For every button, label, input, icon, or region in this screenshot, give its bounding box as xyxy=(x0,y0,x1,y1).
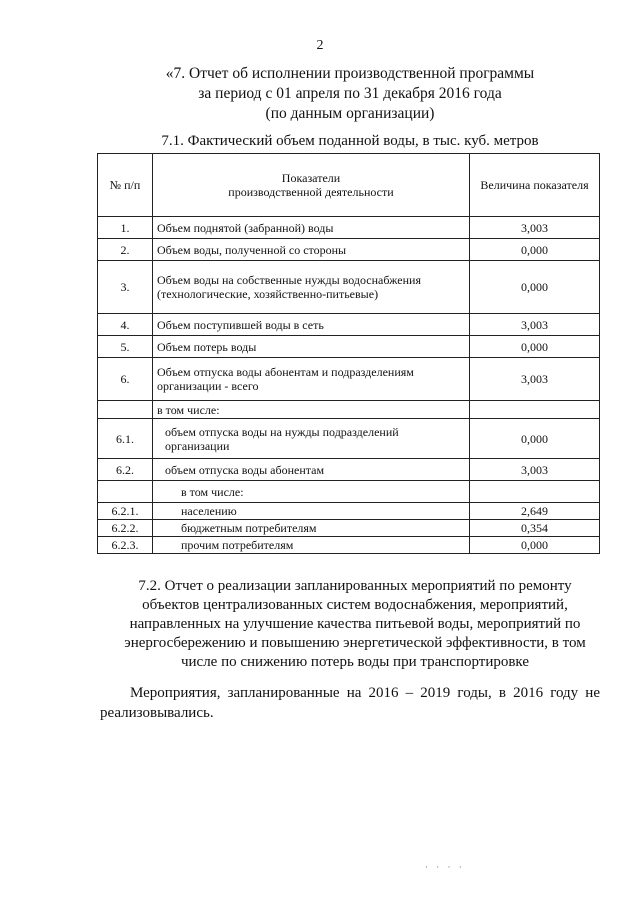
row-value: 2,649 xyxy=(470,503,600,520)
section-7-2-line-5: числе по снижению потерь воды при транспортировке xyxy=(180,654,530,670)
section-7-2-heading xyxy=(110,577,600,672)
table-header-row xyxy=(98,154,600,217)
row-label: населению xyxy=(153,503,470,520)
row-value: 0,000 xyxy=(470,239,600,261)
row-num: 6.2.1. xyxy=(98,503,153,520)
row-num: 5. xyxy=(98,336,153,358)
section-7-2-line-1: 7.2. Отчет о реализации запланированных мероприятий по ремонту xyxy=(138,578,572,594)
table-row xyxy=(98,537,600,554)
table-row xyxy=(98,401,600,419)
row-num: 6.1. xyxy=(98,419,153,459)
page-number: 2 xyxy=(316,38,324,53)
table-row xyxy=(98,520,600,537)
measures-note: Мероприятия, запланированные на 2016 – 2019 годы, в 2016 году не реализовывались. xyxy=(100,685,600,721)
row-value: 3,003 xyxy=(470,459,600,481)
report-heading xyxy=(120,64,580,124)
row-value: 3,003 xyxy=(470,314,600,336)
header-indicator-line-2: производственной деятельности xyxy=(228,185,394,199)
row-value: 3,003 xyxy=(470,217,600,239)
header-num: № п/п xyxy=(98,154,153,217)
header-value: Величина показателя xyxy=(470,154,600,217)
section-7-2-line-4: энергосбережению и повышению энергетической эффективности, в том xyxy=(124,635,586,651)
header-indicator-line-1: Показатели xyxy=(281,171,341,185)
row-value: 0,000 xyxy=(470,261,600,314)
row-num: 2. xyxy=(98,239,153,261)
row-value: 0,000 xyxy=(470,537,600,554)
row-num xyxy=(98,481,153,503)
table-caption: 7.1. Фактический объем поданной воды, в тыс. куб. метров xyxy=(161,133,539,149)
row-value xyxy=(470,481,600,503)
header-indicator xyxy=(153,154,470,217)
row-label: в том числе: xyxy=(153,401,470,419)
row-num: 4. xyxy=(98,314,153,336)
row-num: 6.2. xyxy=(98,459,153,481)
table-row xyxy=(98,459,600,481)
row-label: в том числе: xyxy=(153,481,470,503)
row-value: 0,000 xyxy=(470,336,600,358)
row-value: 0,000 xyxy=(470,419,600,459)
table-row xyxy=(98,336,600,358)
table-row xyxy=(98,261,600,314)
table-row xyxy=(98,481,600,503)
water-volume-table xyxy=(97,153,600,554)
row-label: объем отпуска воды абонентам xyxy=(153,459,470,481)
row-num: 6.2.3. xyxy=(98,537,153,554)
heading-line-1: «7. Отчет об исполнении производственной программы xyxy=(165,65,535,82)
row-label: объем отпуска воды на нужды подразделений организации xyxy=(153,419,470,459)
row-value: 3,003 xyxy=(470,358,600,401)
row-label: Объем воды на собственные нужды водоснабжения (технологические, хозяйственно-питьевые) xyxy=(153,261,470,314)
section-7-2-line-3: направленных на улучшение качества питьевой воды, мероприятий по xyxy=(129,616,581,632)
table-row xyxy=(98,217,600,239)
section-7-2-line-2: объектов централизованных систем водоснабжения, мероприятий, xyxy=(142,597,568,613)
row-num: 6.2.2. xyxy=(98,520,153,537)
row-num: 3. xyxy=(98,261,153,314)
heading-line-2: за период с 01 апреля по 31 декабря 2016 года xyxy=(198,85,502,102)
row-num: 1. xyxy=(98,217,153,239)
heading-line-3: (по данным организации) xyxy=(265,105,435,122)
row-num xyxy=(98,401,153,419)
table-row xyxy=(98,239,600,261)
row-label: Объем поднятой (забранной) воды xyxy=(153,217,470,239)
row-value: 0,354 xyxy=(470,520,600,537)
row-value xyxy=(470,401,600,419)
row-label: прочим потребителям xyxy=(153,537,470,554)
scan-artifact: · · · · xyxy=(425,862,465,872)
row-label: бюджетным потребителям xyxy=(153,520,470,537)
row-label: Объем потерь воды xyxy=(153,336,470,358)
table-row xyxy=(98,503,600,520)
table-row xyxy=(98,314,600,336)
table-row xyxy=(98,419,600,459)
row-num: 6. xyxy=(98,358,153,401)
table-row xyxy=(98,358,600,401)
row-label: Объем отпуска воды абонентам и подразделениям организации - всего xyxy=(153,358,470,401)
row-label: Объем воды, полученной со стороны xyxy=(153,239,470,261)
row-label: Объем поступившей воды в сеть xyxy=(153,314,470,336)
